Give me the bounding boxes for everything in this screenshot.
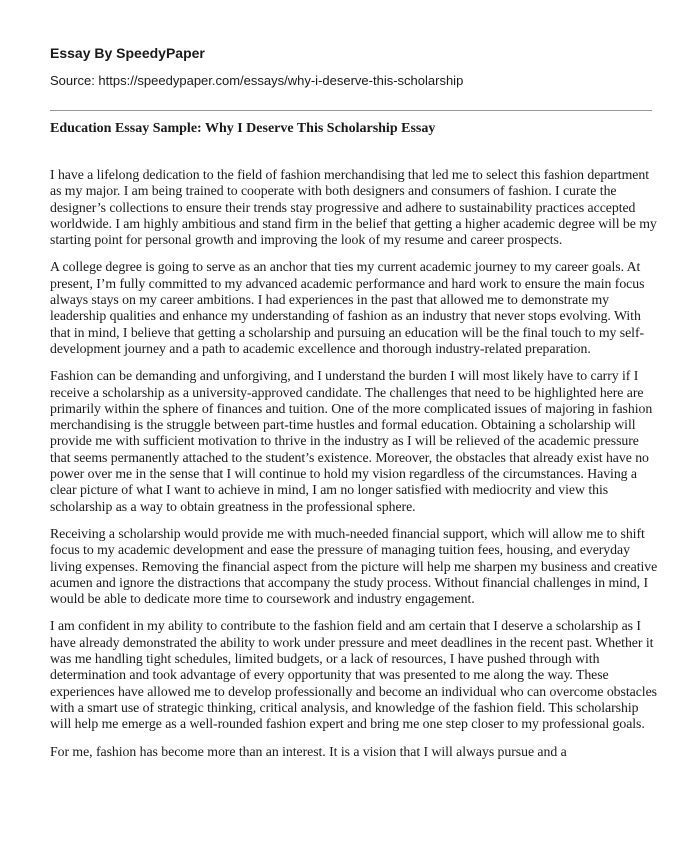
essay-title: Education Essay Sample: Why I Deserve This Scholarship Essay (50, 121, 436, 136)
essay-body (50, 167, 660, 771)
document-header-title: Essay By SpeedyPaper (50, 45, 205, 61)
paragraph-5: I am confident in my ability to contribute to the fashion field and am certain that I deserve a scholarship as I have already demonstrated the ability to work under pressure and meet deadlines in the recent past. Whether it was me handling tight schedules, limited budgets, or a lack of resources, I have pushed through with determination and took advantage of every opportunity that was presented to me along the way. These experiences have allowed me to develop professionally and become an individual who can overcome obstacles with a smart use of strategic thinking, critical analysis, and knowledge of the fashion field. This scholarship will help me emerge as a well-rounded fashion expert and bring me one step closer to my professional goals. (50, 618, 657, 732)
paragraph-1: I have a lifelong dedication to the field of fashion merchandising that led me to select this fashion department as my major. I am being trained to cooperate with both designers and consumers of fashion. I curate the designer’s collections to ensure their trends stay progressive and adhere to sustainability practices accepted worldwide. I am highly ambitious and stand firm in the belief that getting a higher academic degree will be my starting point for personal growth and improving the look of my resume and career prospects. (50, 167, 657, 248)
divider (50, 110, 652, 111)
source-line: Source: https://speedypaper.com/essays/why-i-deserve-this-scholarship (50, 73, 464, 88)
paragraph-4: Receiving a scholarship would provide me with much-needed financial support, which will allow me to shift focus to my academic development and ease the pressure of managing tuition fees, housing, and everyday living expenses. Removing the financial aspect from the picture will help me sharpen my business and creative acumen and ignore the distractions that accompany the study process. Without financial challenges in mind, I would be able to dedicate more time to coursework and industry engagement. (50, 525, 658, 607)
paragraph-6: For me, fashion has become more than an interest. It is a vision that I will always pursue and a (50, 743, 567, 759)
paragraph-2: A college degree is going to serve as an anchor that ties my current academic journey to my career goals. At present, I’m fully committed to my advanced academic performance and hard work to ensure the main focus always stays on my career ambitions. I had experiences in the past that allowed me to demonstrate my leadership qualities and enhance my understanding of fashion as an industry that never stops evolving. With that in mind, I believe that getting a scholarship and pursuing an education will be the final touch to my self-development journey and a path to academic excellence and thorough industry-related preparation. (50, 259, 645, 356)
paragraph-3: Fashion can be demanding and unforgiving, and I understand the burden I will most likely have to carry if I receive a scholarship as a university-approved candidate. The challenges that need to be highlighted here are primarily within the sphere of finances and tuition. One of the more complicated issues of majoring in fashion merchandising is the struggle between part-time hustles and formal education. Obtaining a scholarship will provide me with sufficient motivation to thrive in the industry as I will be relieved of the academic pressure that seems permanently attached to the student’s existence. Moreover, the obstacles that already exist have no power over me in the sense that I will continue to hold my vision regardless of the circumstances. Having a clear picture of what I want to achieve in mind, I am no longer satisfied with mediocrity and view this scholarship as a way to obtain greatness in the professional sphere. (50, 368, 653, 514)
